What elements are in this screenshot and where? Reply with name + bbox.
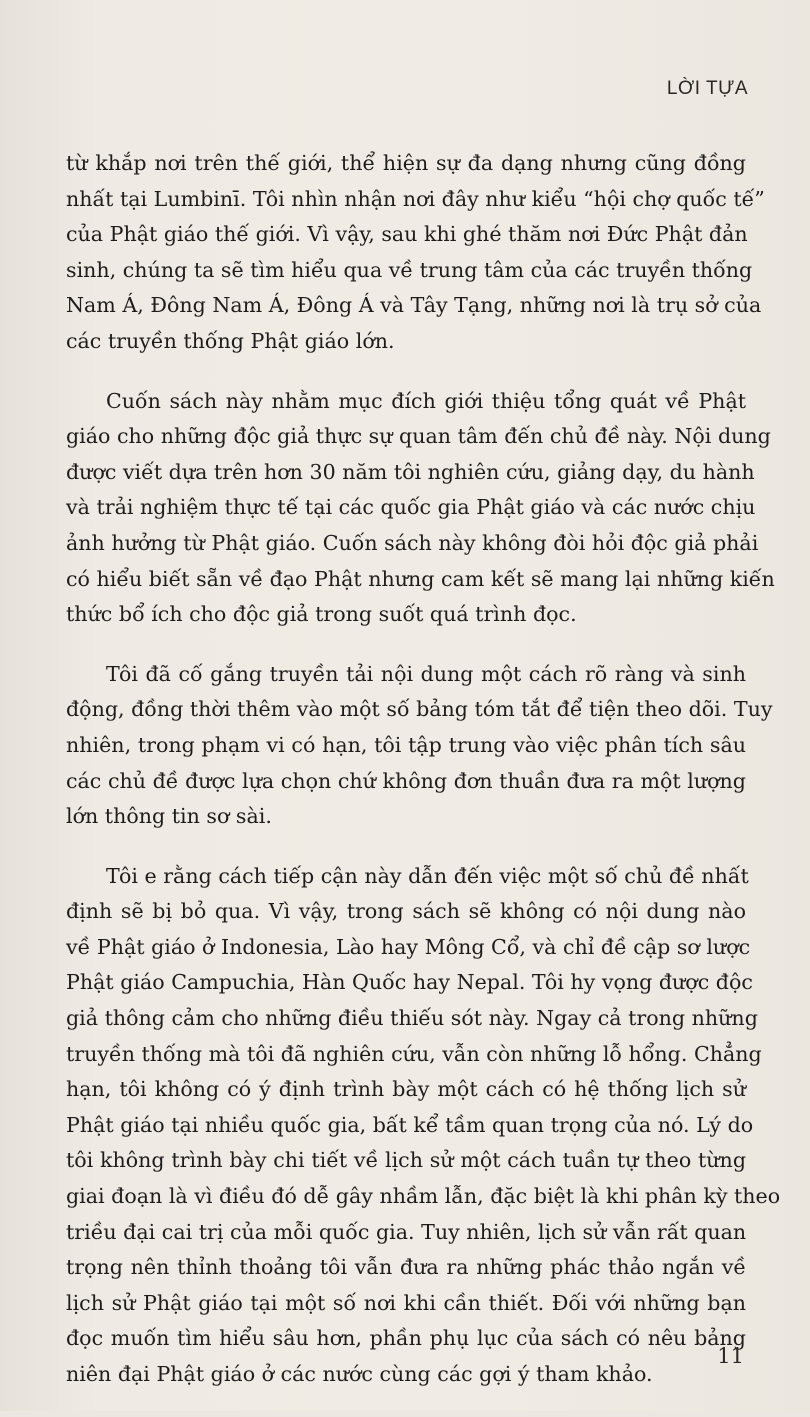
text-line: giả thông cảm cho những điều thiếu sót này. Ngay cả trong những (66, 1006, 758, 1031)
text-line: niên đại Phật giáo ở các nước cùng các gợi ý tham khảo. (66, 1362, 653, 1386)
paragraph-4 (66, 859, 781, 1393)
text-line: của Phật giáo thế giới. Vì vậy, sau khi ghé thăm nơi Đức Phật đản (66, 222, 748, 247)
text-line: giai đoạn là vì điều đó dễ gây nhầm lẫn, đặc biệt là khi phân kỳ theo (66, 1184, 781, 1209)
text-line: được viết dựa trên hơn 30 năm tôi nghiên cứu, giảng dạy, du hành (66, 459, 755, 484)
text-line: Tôi đã cố gắng truyền tải nội dung một cách rõ ràng và sinh (106, 661, 746, 686)
text-line: Cuốn sách này nhằm mục đích giới thiệu tổng quát về Phật (106, 388, 746, 413)
text-line: Phật giáo tại nhiều quốc gia, bất kể tầm quan trọng của nó. Lý do (66, 1112, 754, 1137)
text-line: lịch sử Phật giáo tại một số nơi khi cần thiết. Đối với những bạn (66, 1290, 746, 1315)
text-line: nhất tại Lumbinī. Tôi nhìn nhận nơi đây như kiểu “hội chợ quốc tế” (66, 186, 765, 211)
text-line: có hiểu biết sẵn về đạo Phật nhưng cam kết sẽ mang lại những kiến (66, 566, 775, 591)
text-line: thức bổ ích cho độc giả trong suốt quá trình đọc. (66, 602, 577, 627)
text-line: hạn, tôi không có ý định trình bày một cách có hệ thống lịch sử (66, 1077, 746, 1102)
text-line: Phật giáo Campuchia, Hàn Quốc hay Nepal. Tôi hy vọng được độc (66, 970, 753, 995)
body-text (66, 146, 781, 1417)
text-line: sinh, chúng ta sẽ tìm hiểu qua về trung tâm của các truyền thống (66, 257, 753, 282)
text-line: nhiên, trong phạm vi có hạn, tôi tập trung vào việc phân tích sâu (66, 732, 746, 757)
text-line: định sẽ bị bỏ qua. Vì vậy, trong sách sẽ không có nội dung nào (66, 899, 746, 924)
text-line: các chủ đề được lựa chọn chứ không đơn thuần đưa ra một lượng (66, 768, 746, 793)
page-number: 11 (717, 1344, 744, 1368)
text-line: Nam Á, Đông Nam Á, Đông Á và Tây Tạng, những nơi là trụ sở của (66, 293, 762, 318)
paragraph-3 (66, 657, 773, 835)
text-line: từ khắp nơi trên thế giới, thể hiện sự đa dạng nhưng cũng đồng (66, 151, 746, 175)
running-header: LỜI TỰA (666, 78, 748, 99)
text-line: và trải nghiệm thực tế tại các quốc gia Phật giáo và các nước chịu (66, 495, 756, 520)
text-line: ảnh hưởng từ Phật giáo. Cuốn sách này không đòi hỏi độc giả phải (66, 530, 759, 555)
text-line: động, đồng thời thêm vào một số bảng tóm tắt để tiện theo dõi. Tuy (66, 697, 773, 722)
text-line: đọc muốn tìm hiểu sâu hơn, phần phụ lục của sách có nêu bảng (66, 1326, 746, 1351)
text-line: tôi không trình bày chi tiết về lịch sử một cách tuần tự theo từng (66, 1148, 746, 1173)
text-line: triều đại cai trị của mỗi quốc gia. Tuy nhiên, lịch sử vẫn rất quan (66, 1219, 747, 1244)
text-line: trọng nên thỉnh thoảng tôi vẫn đưa ra những phác thảo ngắn về (66, 1255, 746, 1280)
paragraph-2 (66, 384, 775, 633)
text-line: giáo cho những độc giả thực sự quan tâm đến chủ đề này. Nội dung (66, 424, 771, 449)
paragraph-1 (66, 146, 765, 360)
text-line: lớn thông tin sơ sài. (66, 804, 272, 829)
text-line: truyền thống mà tôi đã nghiên cứu, vẫn còn những lỗ hổng. Chẳng (66, 1041, 762, 1066)
text-line: Tôi e rằng cách tiếp cận này dẫn đến việc một số chủ đề nhất (106, 863, 749, 888)
text-line: các truyền thống Phật giáo lớn. (66, 328, 395, 353)
text-line: về Phật giáo ở Indonesia, Lào hay Mông Cổ, và chỉ đề cập sơ lược (66, 934, 751, 959)
